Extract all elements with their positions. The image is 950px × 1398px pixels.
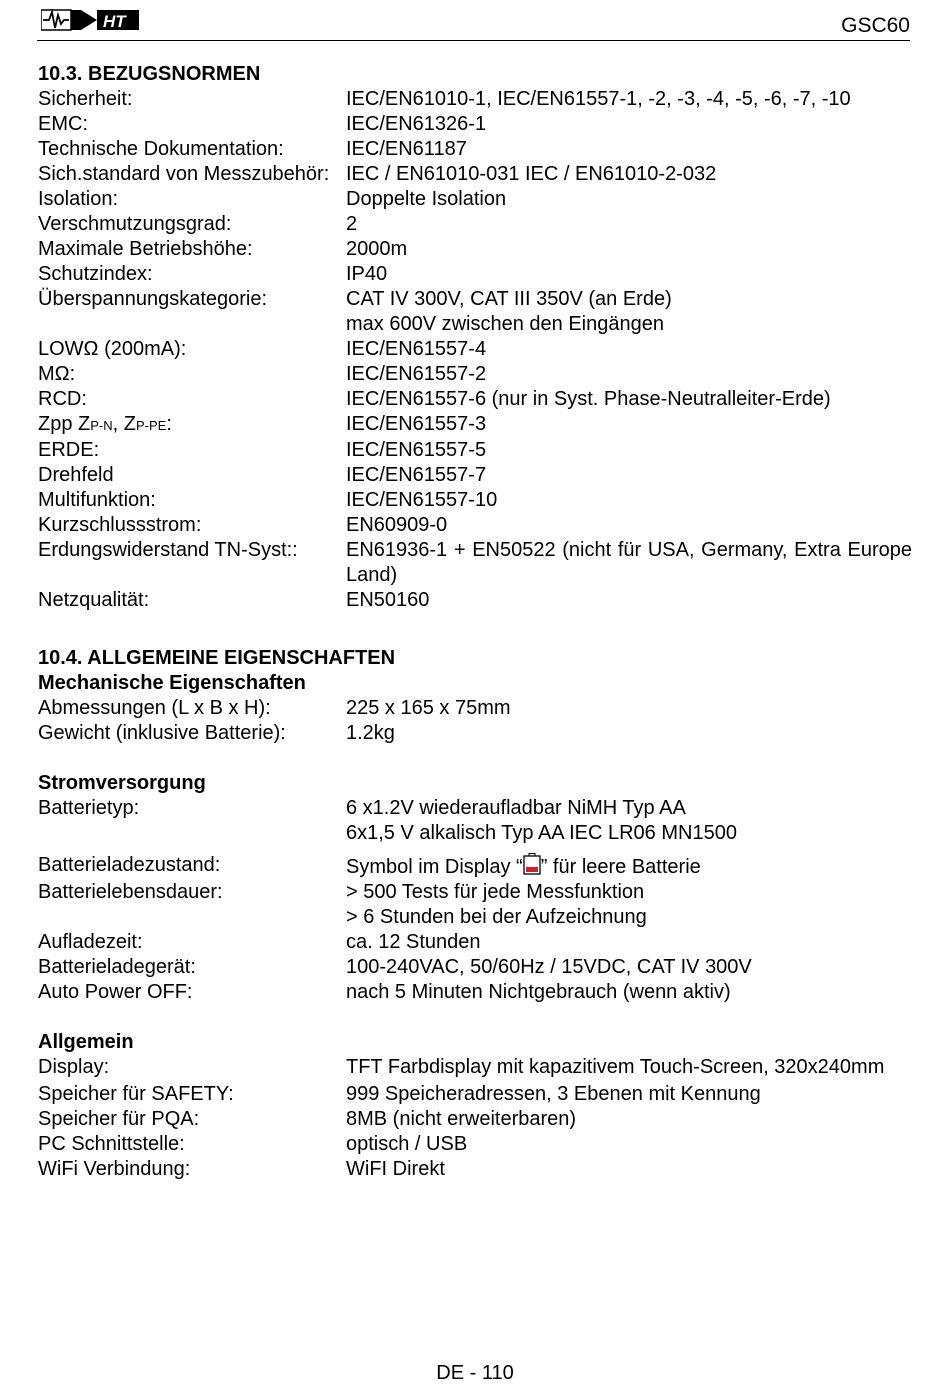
- page-number: DE - 110: [436, 1362, 514, 1384]
- spec-row: [38, 112, 912, 137]
- spec-value: optisch / USB: [346, 1133, 468, 1155]
- spec-value: IEC/EN61557-2: [346, 363, 487, 385]
- spec-label: Sicherheit:: [38, 88, 133, 110]
- spec-value: TFT Farbdisplay mit kapazitivem Touch-Screen, 320x240mm: [346, 1056, 885, 1078]
- spec-label: Kurzschlussstrom:: [38, 514, 202, 536]
- spec-row-zpp: [38, 412, 912, 438]
- spec-label: Schutzindex:: [38, 263, 153, 285]
- spec-value: IEC/EN61557-10: [346, 489, 498, 511]
- spec-row: [38, 287, 912, 337]
- spec-row: [38, 237, 912, 262]
- section-title-bezugsnormen: 10.3. BEZUGSNORMEN: [38, 63, 261, 85]
- spec-value: > 500 Tests für jede Messfunktion > 6 Stunden bei der Aufzeichnung: [346, 881, 647, 928]
- spec-label: ERDE:: [38, 439, 100, 461]
- spec-label: Aufladezeit:: [38, 931, 143, 953]
- document-body: [38, 62, 912, 1182]
- spec-label: Batterielebensdauer:: [38, 881, 223, 903]
- spec-row: [38, 1157, 912, 1182]
- spec-value: 8MB (nicht erweiterbaren): [346, 1108, 577, 1130]
- spec-label: Sich.standard von Messzubehör:: [38, 163, 330, 185]
- power-list: [38, 880, 912, 1005]
- subsection-title-strom: Stromversorgung: [38, 772, 206, 794]
- spec-label: Batterieladezustand:: [38, 854, 221, 876]
- spec-label: Gewicht (inklusive Batterie):: [38, 722, 286, 744]
- spec-value: IEC/EN61010-1, IEC/EN61557-1, -2, -3, -4, -5, -6, -7, -10: [346, 88, 851, 110]
- spec-row: [38, 463, 912, 488]
- spec-row: [38, 1132, 912, 1157]
- spec-value: IEC/EN61557-3: [346, 413, 487, 435]
- spec-value: IEC/EN61557-4: [346, 338, 487, 360]
- spec-row: [38, 162, 912, 187]
- spec-label: LOWΩ (200mA):: [38, 338, 187, 360]
- spec-label: Zpp ZP-N, ZP-PE:: [38, 413, 172, 435]
- spec-row: [38, 87, 912, 112]
- spec-label: Überspannungskategorie:: [38, 288, 268, 310]
- spec-value: 1.2kg: [346, 722, 395, 744]
- spec-label: Technische Dokumentation:: [38, 138, 284, 160]
- general-list: [38, 1082, 912, 1182]
- spec-label: RCD:: [38, 388, 87, 410]
- spec-row: [38, 438, 912, 463]
- spec-label: WiFi Verbindung:: [38, 1158, 191, 1180]
- subsection-title-mechanisch: Mechanische Eigenschaften: [38, 672, 306, 694]
- spec-label: Maximale Betriebshöhe:: [38, 238, 253, 260]
- spec-value: 6 x1.2V wiederaufladbar NiMH Typ AA 6x1,5 V alkalisch Typ AA IEC LR06 MN1500: [346, 797, 737, 844]
- spec-label: Verschmutzungsgrad:: [38, 213, 232, 235]
- spec-row: [38, 721, 912, 746]
- model-name: GSC60: [841, 14, 910, 37]
- norms-list-2: [38, 438, 912, 538]
- spec-label: Erdungswiderstand TN-Syst::: [38, 539, 298, 561]
- spec-row: [38, 980, 912, 1005]
- spec-value: IEC/EN61557-7: [346, 464, 487, 486]
- spec-label: Multifunktion:: [38, 489, 156, 511]
- spec-label: MΩ:: [38, 363, 76, 385]
- spec-value: EN50160: [346, 589, 430, 611]
- spec-row: [38, 337, 912, 362]
- svg-text:HT: HT: [103, 12, 126, 31]
- spec-label: EMC:: [38, 113, 88, 135]
- spec-row-batterietyp: [38, 796, 912, 846]
- spec-value: ca. 12 Stunden: [346, 931, 481, 953]
- spec-row-display: [38, 1055, 912, 1080]
- spec-row: [38, 488, 912, 513]
- spec-value: IEC/EN61557-6 (nur in Syst. Phase-Neutralleiter-Erde): [346, 388, 831, 410]
- spec-value: 2: [346, 213, 358, 235]
- subsection-title-allgemein: Allgemein: [38, 1031, 134, 1053]
- spec-value: WiFI Direkt: [346, 1158, 445, 1180]
- spec-value: 2000m: [346, 238, 408, 260]
- spec-value: IEC/EN61557-5: [346, 439, 487, 461]
- spec-value: 100-240VAC, 50/60Hz / 15VDC, CAT IV 300V: [346, 956, 752, 978]
- spec-row: [38, 262, 912, 287]
- spec-label: Abmessungen (L x B x H):: [38, 697, 271, 719]
- spec-label: Auto Power OFF:: [38, 981, 193, 1003]
- spec-row: [38, 1107, 912, 1132]
- spec-label: Speicher für PQA:: [38, 1108, 200, 1130]
- spec-label: Isolation:: [38, 188, 119, 210]
- spec-row: [38, 187, 912, 212]
- spec-label: Batterieladegerät:: [38, 956, 196, 978]
- ht-logo: [41, 8, 141, 32]
- page-header: [37, 6, 910, 41]
- spec-label: Drehfeld: [38, 464, 114, 486]
- spec-row: [38, 513, 912, 538]
- spec-row: [38, 137, 912, 162]
- mechanical-list: [38, 696, 912, 746]
- spec-row: [38, 1082, 912, 1107]
- battery-empty-icon: [523, 853, 541, 875]
- spec-row: [38, 387, 912, 412]
- spec-row: [38, 930, 912, 955]
- spec-value: Doppelte Isolation: [346, 188, 507, 210]
- spec-row: [38, 955, 912, 980]
- spec-label: Netzqualität:: [38, 589, 150, 611]
- spec-row: [38, 696, 912, 721]
- spec-row-ladezustand: [38, 853, 912, 880]
- spec-row-erdung: [38, 538, 912, 588]
- spec-value: CAT IV 300V, CAT III 350V (an Erde) max 600V zwischen den Eingängen: [346, 288, 672, 335]
- spec-value: nach 5 Minuten Nichtgebrauch (wenn aktiv): [346, 981, 731, 1003]
- norms-list: [38, 87, 912, 412]
- spec-value: 225 x 165 x 75mm: [346, 697, 511, 719]
- spec-value: EN60909-0: [346, 514, 448, 536]
- spec-value: EN61936-1 + EN50522 (nicht für USA, Germany, Extra Europe Land): [346, 539, 912, 586]
- spec-value: IEC / EN61010-031 IEC / EN61010-2-032: [346, 163, 717, 185]
- spec-value: 999 Speicheradressen, 3 Ebenen mit Kennung: [346, 1083, 761, 1105]
- spec-row: [38, 362, 912, 387]
- spec-row: [38, 212, 912, 237]
- spec-value: IEC/EN61187: [346, 138, 467, 160]
- section-title-allgemeine: 10.4. ALLGEMEINE EIGENSCHAFTEN: [38, 647, 396, 669]
- spec-row-netz: [38, 588, 912, 613]
- spec-label: Speicher für SAFETY:: [38, 1083, 234, 1105]
- spec-label: PC Schnittstelle:: [38, 1133, 185, 1155]
- spec-label: Batterietyp:: [38, 797, 140, 819]
- spec-value: Symbol im Display “ ” für leere Batterie: [346, 853, 912, 880]
- spec-value: IP40: [346, 263, 388, 285]
- spec-value: IEC/EN61326-1: [346, 113, 487, 135]
- spec-label: Display:: [38, 1056, 110, 1078]
- spec-row: [38, 880, 912, 930]
